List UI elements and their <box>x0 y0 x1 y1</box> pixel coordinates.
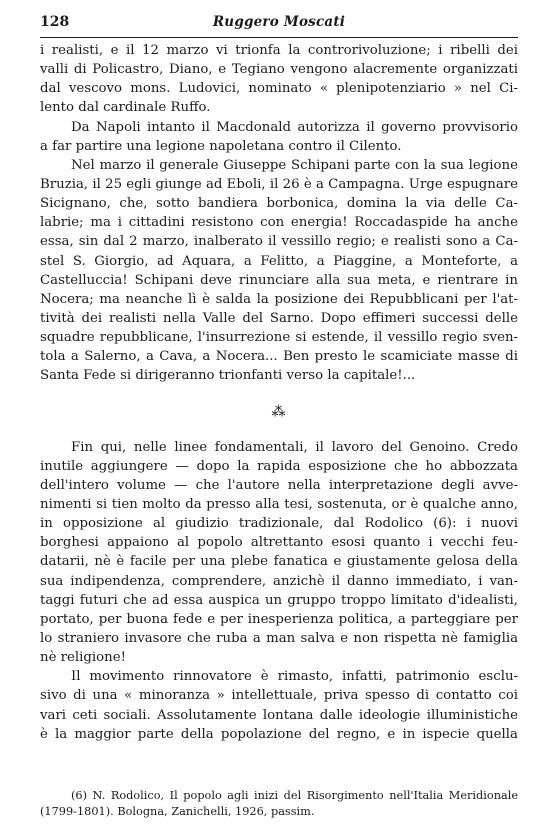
header-rule <box>40 37 518 38</box>
section-separator: ⁂ <box>271 403 287 420</box>
text-line: Castelluccia! Schipani deve rinunciare alla sua meta, e rientrare in <box>40 272 518 288</box>
text-line: nimenti si tien molto da presso alla tesi, sostenuta, or è qualche anno, <box>40 496 518 512</box>
text-line: nè religione! <box>40 650 126 666</box>
text-line: Fin qui, nelle linee fondamentali, il lavoro del Genoino. Credo <box>71 439 518 455</box>
text-line: i realisti, e il 12 marzo vi trionfa la controrivoluzione; i ribelli dei <box>40 43 518 58</box>
footnote-line: (1799-1801). Bologna, Zanichelli, 1926, passim. <box>40 805 315 818</box>
text-line: tività dei realisti nella Valle del Sarno. Dopo effimeri successi delle <box>40 310 518 326</box>
text-line: in opposizione al giudizio tradizionale, dal Rodolico (6): i nuovi <box>40 516 518 532</box>
text-line: dell'intero volume — che l'autore nella interpretazione degli avve- <box>40 477 518 493</box>
running-title: Ruggero Moscati <box>212 14 346 30</box>
text-line: labrie; ma i cittadini resistono con energia! Roccadaspide ha anche <box>40 215 518 231</box>
page-header <box>40 14 518 36</box>
text-line: squadre repubblicane, l'insurrezione si estende, il vessillo regio sven- <box>40 330 518 346</box>
text-line: sivo di una « minoranza » intellettuale, priva spesso di contatto coi <box>40 688 518 704</box>
text-line: Bruzia, il 25 egli giunge ad Eboli, il 26 è a Campagna. Urge espugnare <box>40 176 518 192</box>
text-line: datarii, nè è facile per una plebe fanatica e giustamente gelosa della <box>40 554 518 570</box>
text-line: sua indipendenza, comprendere, anzichè il danno immediato, i van- <box>40 573 518 589</box>
text-line: dal vescovo mons. Ludovici, nominato « plenipotenziario » nel Ci- <box>40 81 518 97</box>
text-line: lento dal cardinale Ruffo. <box>40 100 211 116</box>
text-line: è la maggior parte della popolazione del regno, e in ispecie quella <box>40 726 518 742</box>
footnote <box>40 788 518 820</box>
text-line: Da Napoli intanto il Macdonald autorizza il governo provvisorio <box>71 119 518 135</box>
text-line: Nel marzo il generale Giuseppe Schipani parte con la sua legione <box>71 157 518 173</box>
text-line: tola a Salerno, a Cava, a Nocera... Ben presto le scamiciate masse di <box>40 349 518 365</box>
text-line: Il movimento rinnovatore è rimasto, infatti, patrimonio esclu- <box>71 669 518 685</box>
body-text <box>40 41 518 744</box>
text-line: a far partire una legione napoletana contro il Cilento. <box>40 138 402 154</box>
text-line: essa, sin dal 2 marzo, inalberato il vessillo regio; e realisti sono a Ca- <box>40 234 518 250</box>
text-line: portato, per buona fede e per inesperienza politica, a parteggiare per <box>40 611 518 627</box>
text-line: taggi futuri che ad essa auspica un gruppo troppo limitato d'idealisti, <box>40 592 518 608</box>
text-line: stel S. Giorgio, ad Aquara, a Felitto, a Piaggine, a Monteforte, a <box>40 253 518 269</box>
footnote-line: (6) N. Rodolico, Il popolo agli inizi del Risorgimento nell'Italia Meridionale <box>71 789 518 802</box>
text-line: vari ceti sociali. Assolutamente lontana dalle ideologie illuministiche <box>40 707 518 723</box>
text-line: inutile aggiungere — dopo la rapida esposizione che ho abbozzata <box>40 458 518 474</box>
text-line: Nocera; ma neanche lì è salda la posizione dei Repubblicani per l'at- <box>40 291 518 307</box>
text-line: lo straniero invasore che ruba a man salva e non rispetta nè famiglia <box>40 630 518 646</box>
text-line: Santa Fede si dirigeranno trionfanti verso la capitale!... <box>40 368 416 384</box>
page-number: 128 <box>40 14 70 30</box>
text-line: valli di Policastro, Diano, e Tegiano vengono alacremente organizzati <box>40 62 518 78</box>
text-line: Sicignano, che, sotto bandiera borbonica, domina la via delle Ca- <box>40 196 518 212</box>
text-line: borghesi appaiono al popolo altrettanto esosi quanto i vecchi feu- <box>40 535 518 551</box>
